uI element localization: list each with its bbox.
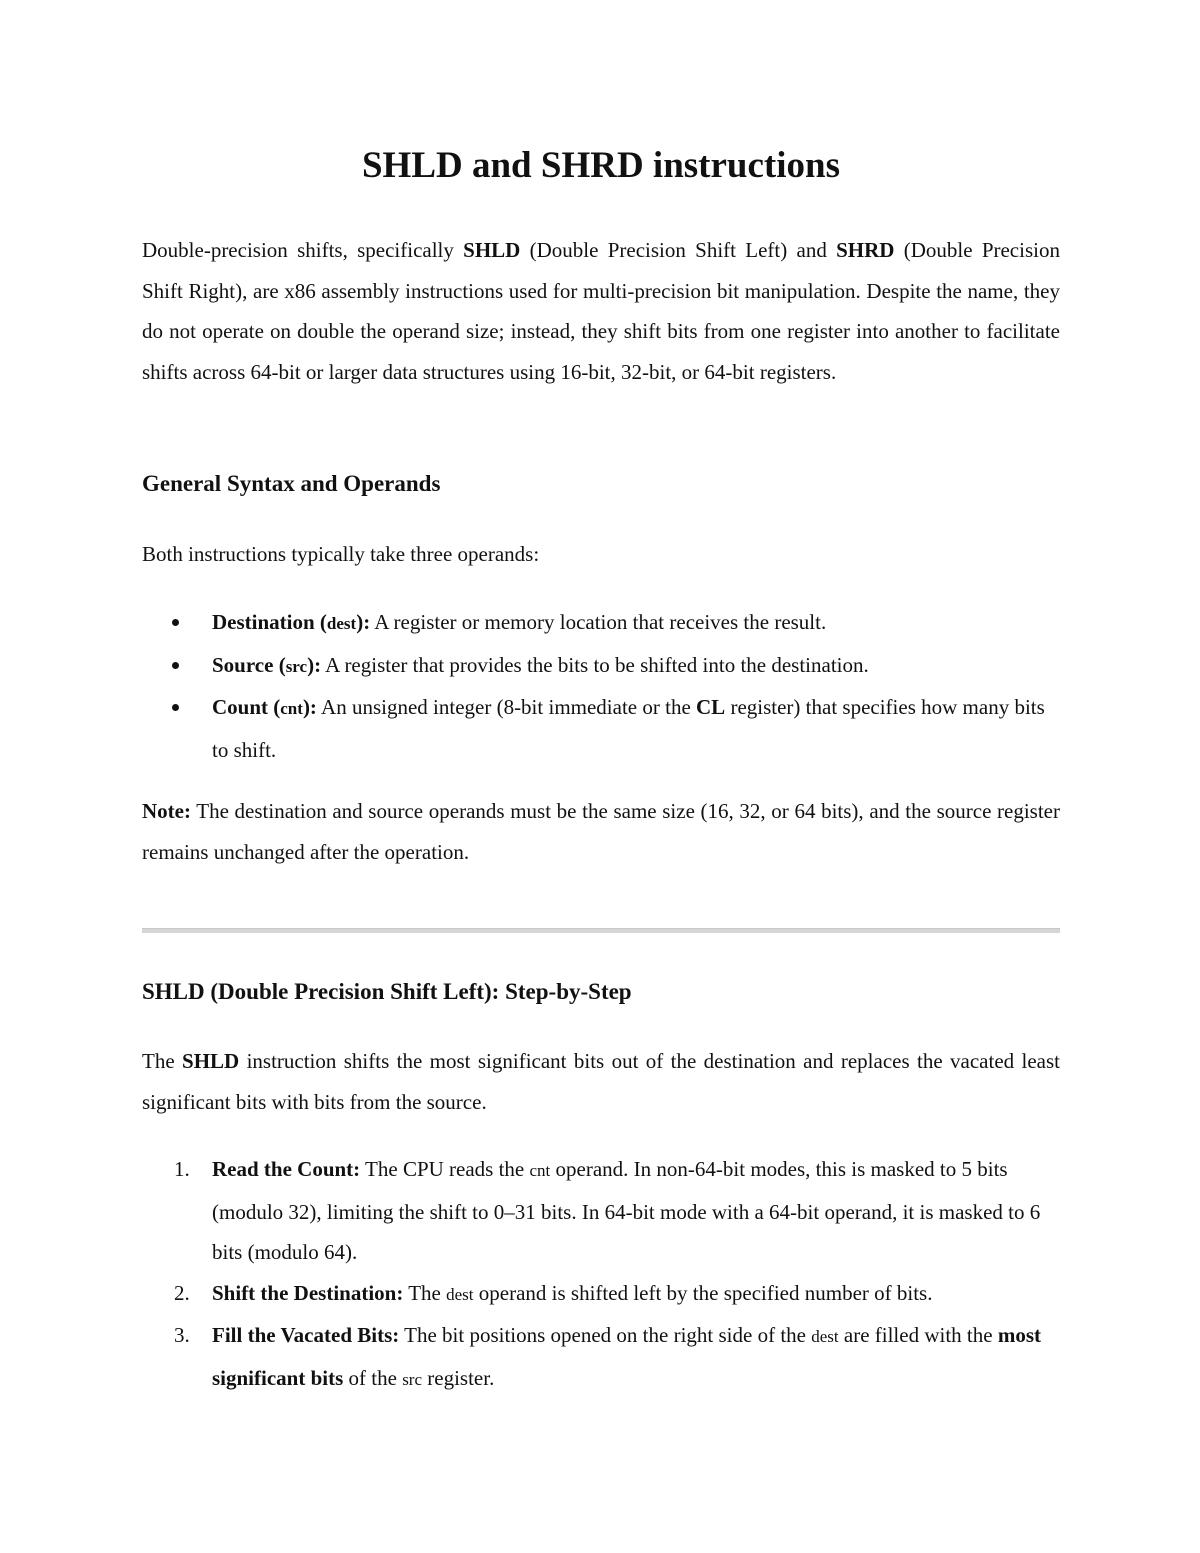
item-text: A register or memory location that receives the result. xyxy=(370,610,827,634)
operands-lead: Both instructions typically take three operands: xyxy=(142,542,540,566)
shld-lead-paragraph xyxy=(142,1041,1060,1122)
item-label: Destination ( xyxy=(212,610,327,634)
list-item-count xyxy=(142,687,1060,770)
item-bold-cl: CL xyxy=(696,695,726,719)
step-number: 2. xyxy=(174,1280,190,1305)
horizontal-divider xyxy=(142,928,1060,933)
step-text-2: operand. In non-64-bit modes, this is masked to 5 bits (modulo 32), limiting the shift to 0–31 bits. In 64-bit mode with a 64-bit operand, it is masked to 6 bits (modulo 64). xyxy=(212,1157,1041,1264)
section-heading-syntax: General Syntax and Operands xyxy=(142,471,441,496)
intro-text-1: Double-precision shifts, specifically xyxy=(142,238,464,262)
step-item xyxy=(142,1273,1060,1316)
steps-list xyxy=(142,1149,1060,1400)
shld-lead-text-1: The xyxy=(142,1049,183,1073)
item-code: dest xyxy=(326,614,357,633)
step-bold: most significant bits xyxy=(212,1323,1041,1390)
step-code: cnt xyxy=(529,1161,551,1180)
shld-lead-text-2: instruction shifts the most significant bits out of the destination and replaces the vacated least significant bits with bits from the source. xyxy=(142,1049,1060,1114)
step-text-1: The bit positions opened on the right side of the xyxy=(399,1323,812,1347)
step-number: 1. xyxy=(174,1157,190,1181)
section-heading-shld: SHLD (Double Precision Shift Left): Step-by-Step xyxy=(142,979,632,1004)
bullet-icon xyxy=(172,662,179,669)
step-number: 3. xyxy=(174,1323,190,1347)
shld-lead-bold: SHLD xyxy=(182,1049,240,1073)
note-text: The destination and source operands must be the same size (16, 32, or 64 bits), and the source register remains unchanged after the operation. xyxy=(142,799,1060,864)
bullet-icon xyxy=(172,704,179,711)
list-item-source xyxy=(142,645,1060,688)
step-text-4: register. xyxy=(422,1365,495,1390)
step-code: dest xyxy=(811,1327,839,1346)
item-text: A register that provides the bits to be shifted into the destination. xyxy=(321,652,869,677)
step-text-1: The xyxy=(403,1280,447,1305)
list-item-destination xyxy=(142,602,1060,645)
step-label: Read the Count: xyxy=(212,1157,361,1181)
item-label-end: ): xyxy=(356,610,371,634)
step-label: Shift the Destination: xyxy=(212,1280,404,1305)
note-paragraph xyxy=(142,791,1060,872)
step-text-3: of the xyxy=(343,1365,403,1390)
operands-list xyxy=(142,602,1060,770)
bullet-icon xyxy=(172,619,179,626)
step-text-2: are filled with the xyxy=(838,1323,998,1347)
intro-text-2: (Double Precision Shift Left) and xyxy=(520,238,837,262)
step-text-1: The CPU reads the xyxy=(360,1157,530,1181)
intro-text-3: (Double Precision Shift Right), are x86 assembly instructions used for multi-precision bit manipulation. Despite the name, they do not operate on double the operand size; instead, they shift bits from one register into another to facilitate shifts across 64-bit or larger data structures using 16-bit, 32-bit, or 64-bit registers. xyxy=(142,238,1060,384)
item-text: An unsigned integer (8-bit immediate or the xyxy=(316,695,697,719)
step-label: Fill the Vacated Bits: xyxy=(212,1323,400,1347)
step-item xyxy=(142,1149,1060,1273)
item-code: cnt xyxy=(280,699,303,718)
step-code: dest xyxy=(446,1284,474,1304)
step-code-src: src xyxy=(402,1369,423,1389)
item-text-end: register) that specifies how many bits to shift. xyxy=(212,695,1045,762)
intro-shrd: SHRD xyxy=(836,238,895,262)
item-label: Count ( xyxy=(212,695,281,719)
item-code: src xyxy=(285,656,308,676)
note-label: Note: xyxy=(142,799,191,823)
step-text-2: operand is shifted left by the specified number of bits. xyxy=(473,1280,933,1305)
item-label: Source ( xyxy=(212,652,286,677)
intro-paragraph xyxy=(142,230,1060,392)
item-label-end: ): xyxy=(302,695,317,719)
step-item xyxy=(142,1315,1060,1400)
intro-shld: SHLD xyxy=(463,238,521,262)
item-label-end: ): xyxy=(307,652,322,677)
document-title: SHLD and SHRD instructions xyxy=(361,145,841,186)
